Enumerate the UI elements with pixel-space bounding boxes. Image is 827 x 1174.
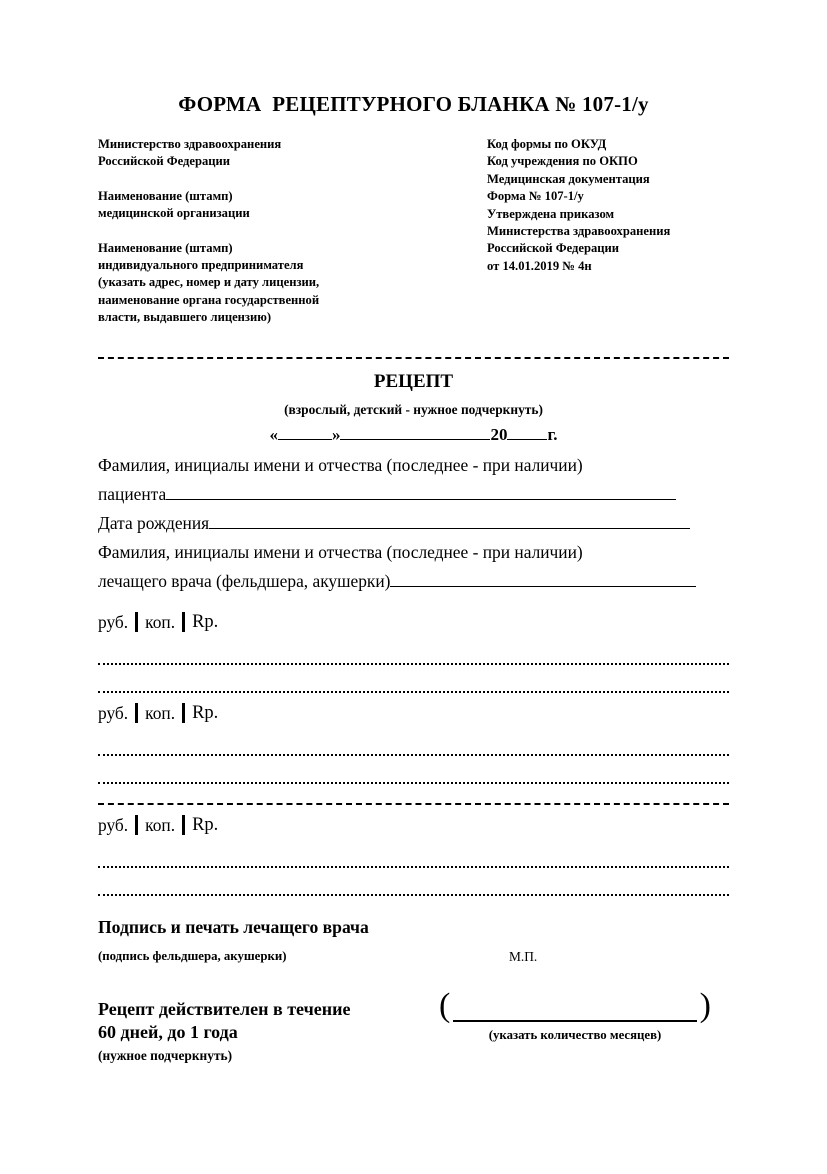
prescription-writing-line[interactable] [98,691,729,693]
org-stamp-line-2: медицинской организации [98,206,250,221]
signature-title: Подпись и печать лечащего врача [98,917,369,937]
date-day-field[interactable] [278,439,332,440]
kop-label: коп. [145,612,176,632]
divider-bar [135,815,138,835]
okud-code-label: Код формы по ОКУД [487,137,607,151]
patient-label: пациента [98,484,167,504]
prescription-writing-line[interactable] [98,894,729,896]
validity-line-3: (нужное подчеркнуть) [98,1048,233,1063]
validity-line-1: Рецепт действителен в течение [98,999,351,1019]
dashed-separator-middle [98,803,729,805]
form-sheet [98,0,729,1174]
approved-by-order-label: Утверждена приказом [487,206,615,221]
signature-subtitle: (подпись фельдшера, акушерки) [98,949,287,963]
entrepreneur-stamp-line-3: (указать адрес, номер и дату лицензии, [98,275,320,290]
birth-date-field-row [98,509,729,538]
rx-label: Rp. [192,612,219,632]
rub-label: руб. [98,703,129,723]
prescription-writing-line[interactable] [98,866,729,868]
prescription-writing-line[interactable] [98,754,729,756]
spacer [98,171,428,188]
form-number-label: Форма № 107-1/у [487,189,584,204]
ministry-line-2: Российской Федерации [98,154,231,169]
prescription-writing-line[interactable] [98,782,729,784]
patient-name-block [98,451,729,596]
header-right-column [487,136,732,275]
ministry-line-1: Министерство здравоохранения [98,137,282,151]
patient-name-field-row [98,480,729,509]
header-left-column [98,136,428,327]
kop-label: коп. [145,703,176,723]
dashed-separator-top [98,357,729,359]
patient-name-label: Фамилия, инициалы имени и отчества (последнее - при наличии) [98,455,583,475]
patient-name-input[interactable] [166,482,676,500]
entrepreneur-stamp-line-1: Наименование (штамп) [98,240,233,255]
doctor-name-label: Фамилия, инициалы имени и отчества (последнее - при наличии) [98,542,583,562]
months-caption: (указать количество месяцев) [488,1028,662,1042]
date-year-prefix: 20 [490,425,508,444]
months-input-group[interactable] [439,987,711,1026]
entrepreneur-stamp-line-4: наименование органа государственной [98,292,320,307]
prescription-writing-line[interactable] [98,663,729,665]
page-title: ФОРМА РЕЦЕПТУРНОГО БЛАНКА № 107-1/у [178,92,649,116]
date-quote-open: « [269,425,278,444]
date-month-field[interactable] [340,439,490,440]
rx-label: Rp. [192,815,219,835]
kop-label: коп. [145,815,176,835]
order-date-label: от 14.01.2019 № 4н [487,258,592,273]
divider-bar [135,612,138,632]
recipe-heading: РЕЦЕПТ [373,371,454,392]
divider-bar [135,703,138,723]
entrepreneur-stamp-line-2: индивидуального предпринимателя [98,258,304,273]
ministry-of-health-label: Министерства здравоохранения [487,224,671,239]
rub-label: руб. [98,815,129,835]
date-row [98,425,729,445]
validity-line-2: 60 дней, до 1 года [98,1022,238,1042]
russian-federation-label: Российской Федерации [487,241,620,256]
date-year-field[interactable] [507,439,547,440]
doctor-label: лечащего врача (фельдшера, акушерки) [98,571,391,591]
recipe-subtitle: (взрослый, детский - нужное подчеркнуть) [284,402,543,417]
org-stamp-line-1: Наименование (штамп) [98,188,233,203]
divider-bar [182,815,185,835]
divider-bar [182,703,185,723]
months-input[interactable] [453,1020,697,1022]
paren-open: ( [439,987,451,1024]
birth-date-label: Дата рождения [98,513,210,533]
entrepreneur-stamp-line-5: власти, выдавшего лицензию) [98,310,272,325]
paren-close: ) [699,987,711,1024]
spacer [98,223,428,240]
doctor-name-input[interactable] [390,569,696,587]
divider-bar [182,612,185,632]
okpo-code-label: Код учреждения по ОКПО [487,154,638,169]
prescription-row-1 [98,612,218,633]
prescription-row-3 [98,815,218,836]
doctor-name-field-row [98,567,729,596]
rx-label: Rp. [192,703,219,723]
date-year-suffix: г. [547,425,558,444]
rub-label: руб. [98,612,129,632]
medical-documentation-label: Медицинская документация [487,171,650,186]
date-quote-close: » [331,425,341,444]
stamp-placeholder: М.П. [509,949,538,964]
prescription-row-2 [98,703,218,724]
birth-date-input[interactable] [209,511,690,529]
